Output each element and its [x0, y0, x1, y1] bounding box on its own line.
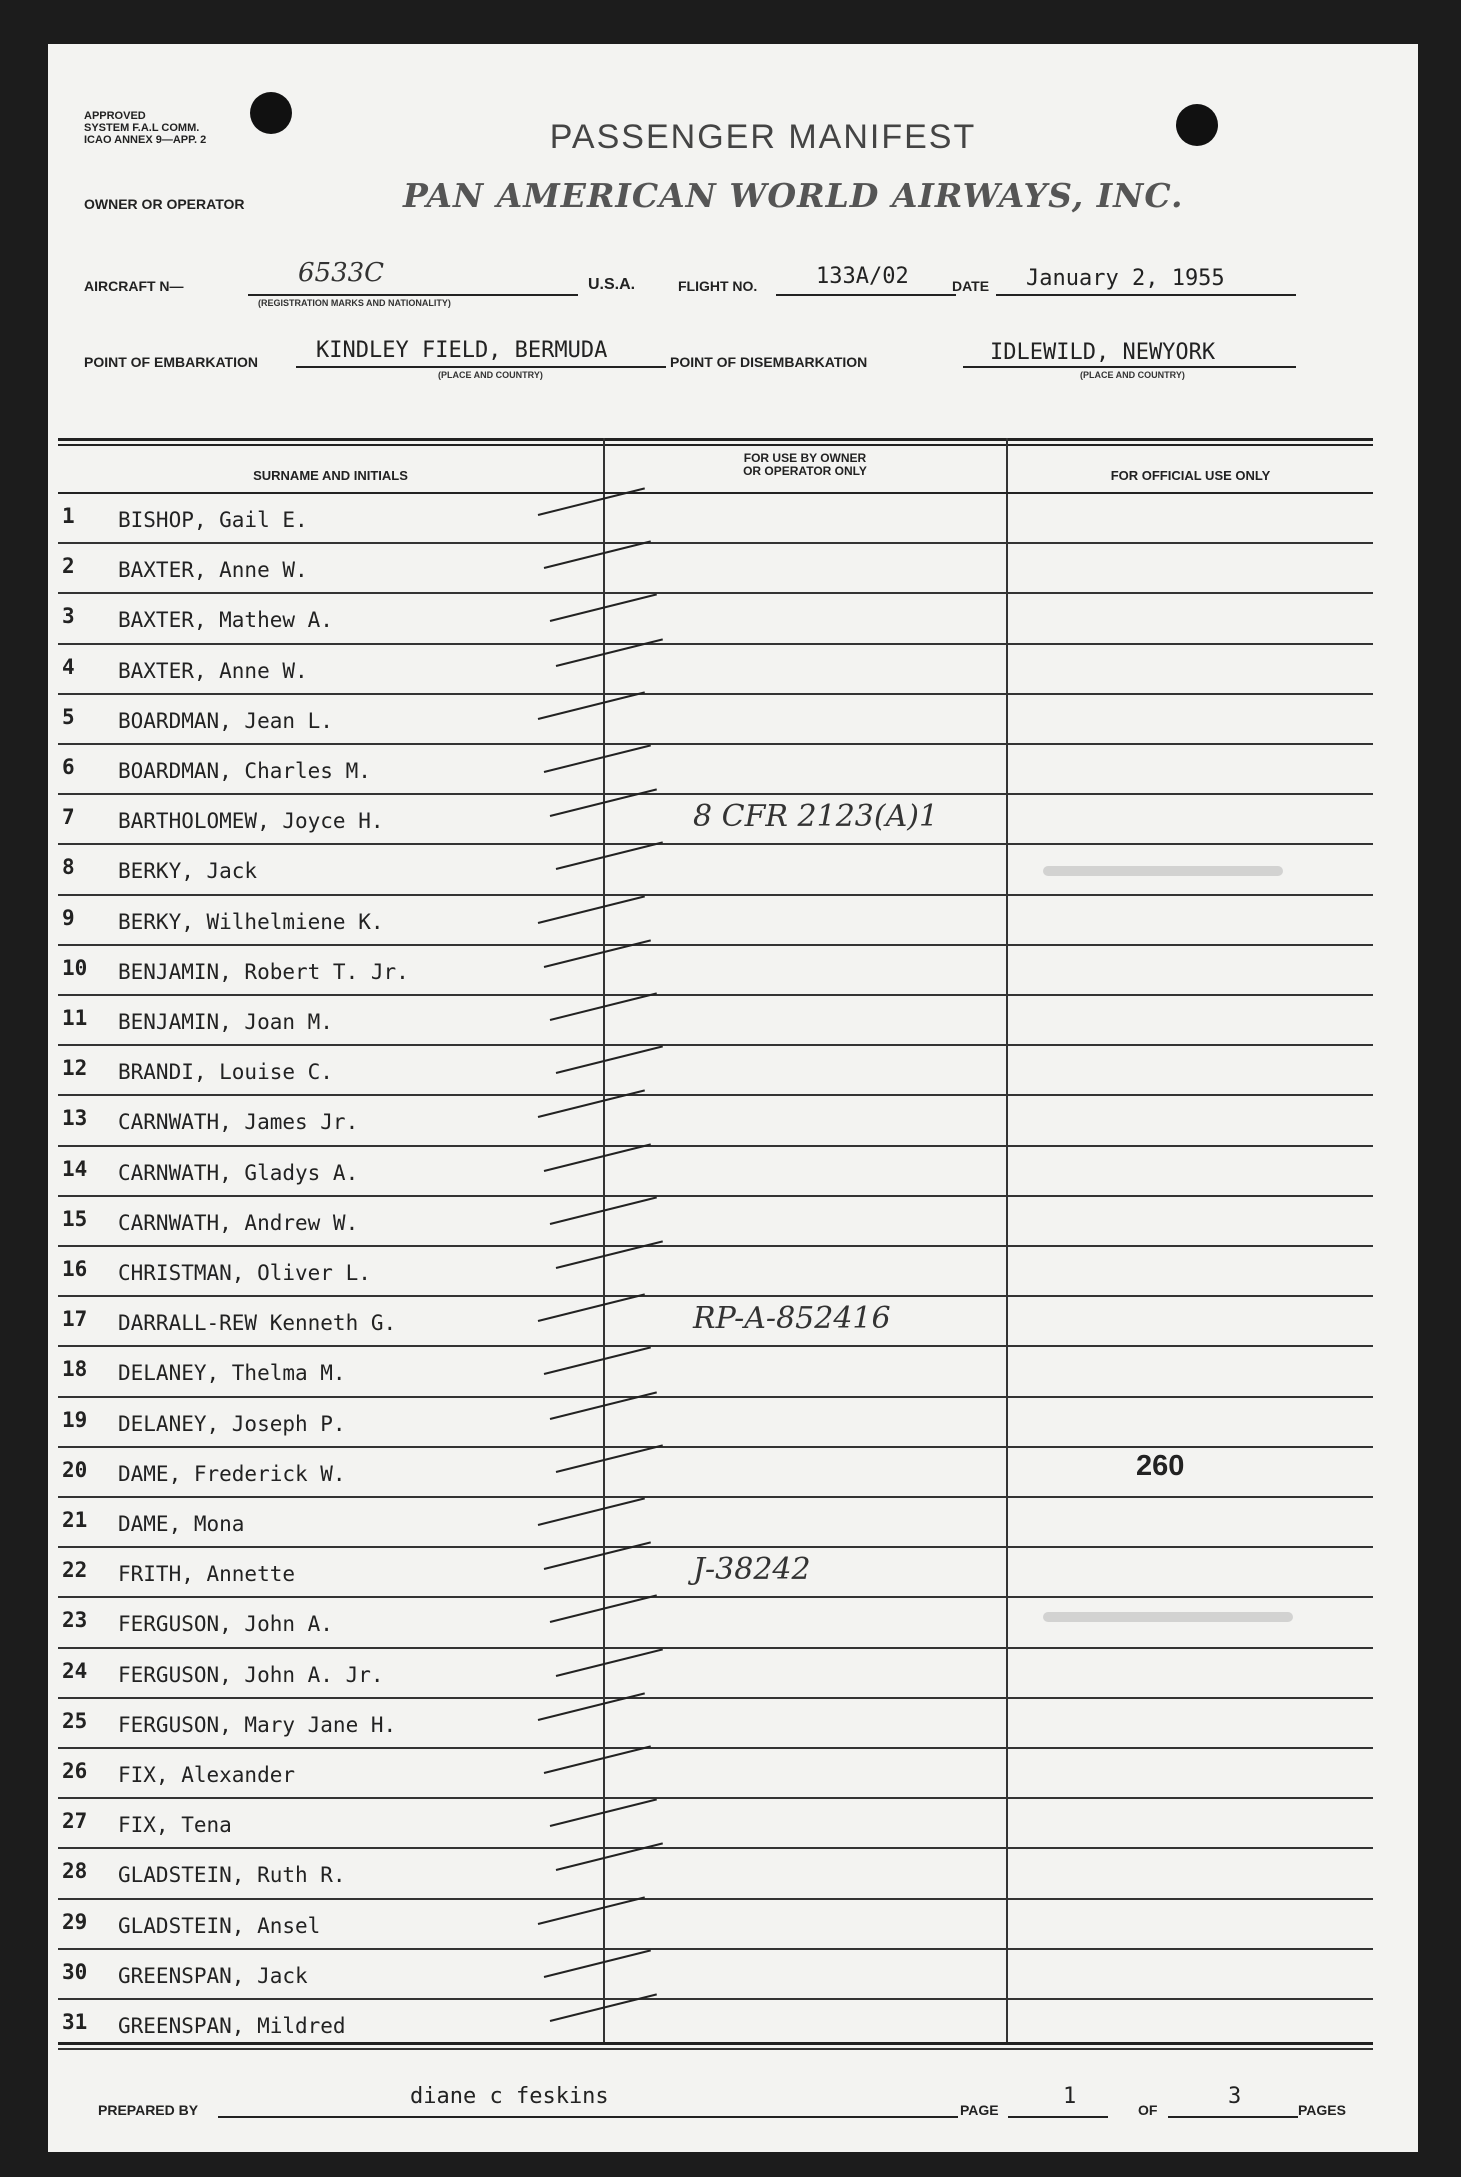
table-top-rule-2 — [58, 444, 1373, 446]
embark-rule — [296, 366, 666, 368]
row-number: 5 — [62, 704, 75, 729]
passenger-name: FIX, Tena — [118, 1813, 232, 1838]
row-number: 28 — [62, 1859, 88, 1884]
row-number: 25 — [62, 1708, 88, 1733]
of-label: OF — [1138, 2102, 1158, 2118]
row-number: 14 — [62, 1156, 88, 1181]
table-row — [58, 494, 1373, 544]
row-number: 11 — [62, 1006, 88, 1030]
total-pages: 3 — [1228, 2084, 1242, 2109]
registration-note: (REGISTRATION MARKS AND NATIONALITY) — [258, 298, 451, 308]
row-number: 20 — [62, 1457, 88, 1482]
passenger-name: BRANDI, Louise C. — [118, 1060, 333, 1085]
passenger-name: GLADSTEIN, Ansel — [118, 1913, 321, 1938]
passenger-name: DAME, Frederick W. — [118, 1461, 346, 1486]
embark-place-note: (PLACE AND COUNTRY) — [438, 370, 543, 380]
header-owner-use: FOR USE BY OWNER OR OPERATOR ONLY — [743, 451, 867, 478]
disembark-place-note: (PLACE AND COUNTRY) — [1080, 370, 1185, 380]
row-number: 26 — [62, 1759, 88, 1783]
passenger-name: BAXTER, Mathew A. — [118, 608, 333, 633]
table-row — [58, 946, 1373, 996]
table-row — [58, 1649, 1373, 1699]
check-mark — [556, 1444, 663, 1473]
table-row — [58, 1849, 1373, 1899]
page-number: 1 — [1063, 2084, 1077, 2109]
passenger-name: BENJAMIN, Joan M. — [118, 1010, 333, 1034]
disembark-label: POINT OF DISEMBARKATION — [670, 354, 868, 370]
official-smudge-7 — [1043, 866, 1283, 876]
row-number: 31 — [62, 2010, 88, 2034]
header-surname: SURNAME AND INITIALS — [253, 468, 408, 483]
flight-value: 133A/02 — [816, 264, 909, 289]
check-mark — [538, 895, 645, 924]
table-row — [58, 1749, 1373, 1799]
owner-label: OWNER OR OPERATOR — [84, 196, 245, 212]
row-number: 16 — [62, 1257, 88, 1281]
manifest-page — [48, 44, 1418, 2152]
page-title: PASSENGER MANIFEST — [549, 118, 977, 156]
passenger-name: CHRISTMAN, Oliver L. — [118, 1261, 371, 1285]
passenger-name: CARNWATH, Gladys A. — [118, 1160, 359, 1185]
table-row — [58, 1147, 1373, 1197]
official-value: 260 — [1136, 1449, 1185, 1482]
table-row — [58, 645, 1373, 695]
row-number: 19 — [62, 1407, 88, 1432]
check-mark — [538, 691, 645, 720]
table-row — [58, 695, 1373, 745]
flight-label: FLIGHT NO. — [678, 278, 758, 294]
check-mark — [544, 1143, 651, 1172]
row-number: 23 — [62, 1608, 88, 1633]
row-number: 18 — [62, 1357, 88, 1382]
prepared-by-label: PREPARED BY — [98, 2102, 199, 2118]
passenger-table — [58, 438, 1373, 2038]
check-mark — [538, 1896, 645, 1925]
table-row — [58, 896, 1373, 946]
passenger-name: GLADSTEIN, Ruth R. — [118, 1863, 346, 1888]
row-number: 29 — [62, 1909, 88, 1934]
passenger-name: DELANEY, Joseph P. — [118, 1411, 346, 1436]
passenger-name: DELANEY, Thelma M. — [118, 1361, 346, 1386]
airline-name: PAN AMERICAN WORLD AIRWAYS, INC. — [403, 176, 1184, 215]
row-number: 10 — [62, 955, 88, 980]
aircraft-value: 6533C — [298, 258, 385, 288]
table-bottom-rule — [58, 2042, 1373, 2045]
row-number: 24 — [62, 1658, 88, 1683]
row-number: 12 — [62, 1056, 88, 1081]
passenger-name: CARNWATH, Andrew W. — [118, 1210, 359, 1235]
table-row — [58, 1347, 1373, 1397]
check-mark — [538, 1294, 645, 1323]
header-official-use: FOR OFFICIAL USE ONLY — [1110, 468, 1271, 483]
date-label: DATE — [952, 278, 990, 294]
operator-note: RP-A-852416 — [693, 1301, 891, 1337]
check-mark — [556, 842, 663, 871]
passenger-name: BERKY, Wilhelmiene K. — [118, 909, 384, 934]
passenger-name: BISHOP, Gail E. — [118, 508, 308, 532]
check-mark — [550, 1799, 657, 1828]
check-mark — [556, 1046, 663, 1075]
date-rule — [996, 294, 1296, 296]
check-mark — [550, 1595, 657, 1624]
operator-note: 8 CFR 2123(A)1 — [693, 799, 939, 835]
check-mark — [538, 1497, 645, 1526]
passenger-name: BAXTER, Anne W. — [118, 658, 308, 683]
table-row — [58, 1699, 1373, 1749]
page-rule — [1008, 2116, 1108, 2118]
row-number: 8 — [62, 855, 75, 880]
table-row — [58, 544, 1373, 594]
table-row — [58, 745, 1373, 795]
aircraft-rule — [248, 294, 578, 296]
check-mark — [544, 1949, 651, 1978]
table-row — [58, 594, 1373, 644]
table-row — [58, 1398, 1373, 1448]
approval-note: APPROVED SYSTEM F.A.L COMM. ICAO ANNEX 9—APP. 2 — [84, 110, 207, 146]
row-number: 1 — [62, 504, 75, 528]
table-row — [58, 996, 1373, 1046]
of-rule — [1168, 2116, 1298, 2118]
usa-label: U.S.A. — [588, 276, 636, 293]
row-number: 3 — [62, 604, 75, 629]
table-row — [58, 1197, 1373, 1247]
row-number: 7 — [62, 805, 75, 830]
passenger-name: FRITH, Annette — [118, 1562, 296, 1587]
passenger-name: BOARDMAN, Jean L. — [118, 708, 333, 733]
table-row — [58, 1046, 1373, 1096]
table-row — [58, 1548, 1373, 1598]
embark-label: POINT OF EMBARKATION — [84, 354, 258, 370]
passenger-name: GREENSPAN, Mildred — [118, 2014, 346, 2038]
table-row — [58, 1096, 1373, 1146]
row-number: 30 — [62, 1959, 88, 1984]
operator-note: J-38242 — [693, 1552, 811, 1588]
prepared-by-rule — [218, 2116, 958, 2118]
table-row — [58, 1448, 1373, 1498]
row-number: 22 — [62, 1558, 88, 1583]
passenger-name: GREENSPAN, Jack — [118, 1963, 308, 1988]
table-row — [58, 1799, 1373, 1849]
row-number: 21 — [62, 1508, 88, 1532]
check-mark — [544, 541, 651, 570]
passenger-name: BERKY, Jack — [118, 859, 258, 884]
check-mark — [550, 1196, 657, 1225]
passenger-name: DAME, Mona — [118, 1512, 245, 1536]
table-row — [58, 1900, 1373, 1950]
passenger-name: FERGUSON, John A. Jr. — [118, 1662, 384, 1687]
check-mark — [544, 1745, 651, 1774]
passenger-name: BAXTER, Anne W. — [118, 558, 308, 583]
passenger-name: BARTHOLOMEW, Joyce H. — [118, 809, 384, 834]
table-row — [58, 1498, 1373, 1548]
row-number: 13 — [62, 1106, 88, 1131]
flight-rule — [776, 294, 956, 296]
prepared-by-value: diane c feskins — [410, 2084, 609, 2109]
passenger-name: DARRALL-REW Kenneth G. — [118, 1311, 397, 1336]
row-number: 9 — [62, 905, 75, 930]
table-top-rule — [58, 438, 1373, 441]
row-number: 15 — [62, 1206, 88, 1231]
passenger-name: FIX, Alexander — [118, 1763, 296, 1787]
table-row — [58, 1598, 1373, 1648]
passenger-name: FERGUSON, Mary Jane H. — [118, 1712, 397, 1737]
passenger-name: BOARDMAN, Charles M. — [118, 759, 371, 783]
table-row — [58, 1297, 1373, 1347]
row-number: 2 — [62, 554, 75, 579]
passenger-name: CARNWATH, James Jr. — [118, 1110, 359, 1135]
table-row — [58, 1950, 1373, 2000]
aircraft-label: AIRCRAFT N— — [84, 278, 184, 294]
date-value: January 2, 1955 — [1026, 266, 1225, 291]
page-label: PAGE — [960, 2102, 999, 2118]
official-smudge-22 — [1043, 1612, 1293, 1622]
row-number: 4 — [62, 654, 75, 679]
table-row — [58, 795, 1373, 845]
passenger-name: BENJAMIN, Robert T. Jr. — [118, 959, 409, 984]
row-number: 27 — [62, 1809, 88, 1834]
check-mark — [544, 1347, 651, 1376]
disembark-value: IDLEWILD, NEWYORK — [990, 340, 1216, 365]
check-mark — [556, 1648, 663, 1677]
check-mark — [544, 744, 651, 773]
row-number: 17 — [62, 1307, 88, 1332]
embark-value: KINDLEY FIELD, BERMUDA — [316, 338, 608, 363]
row-rule — [58, 2048, 1373, 2050]
check-mark — [550, 992, 657, 1021]
disembark-rule — [963, 366, 1296, 368]
check-mark — [550, 594, 657, 623]
passenger-name: FERGUSON, John A. — [118, 1612, 333, 1637]
table-row — [58, 1247, 1373, 1297]
pages-label: PAGES — [1298, 2102, 1346, 2118]
row-number: 6 — [62, 755, 75, 779]
